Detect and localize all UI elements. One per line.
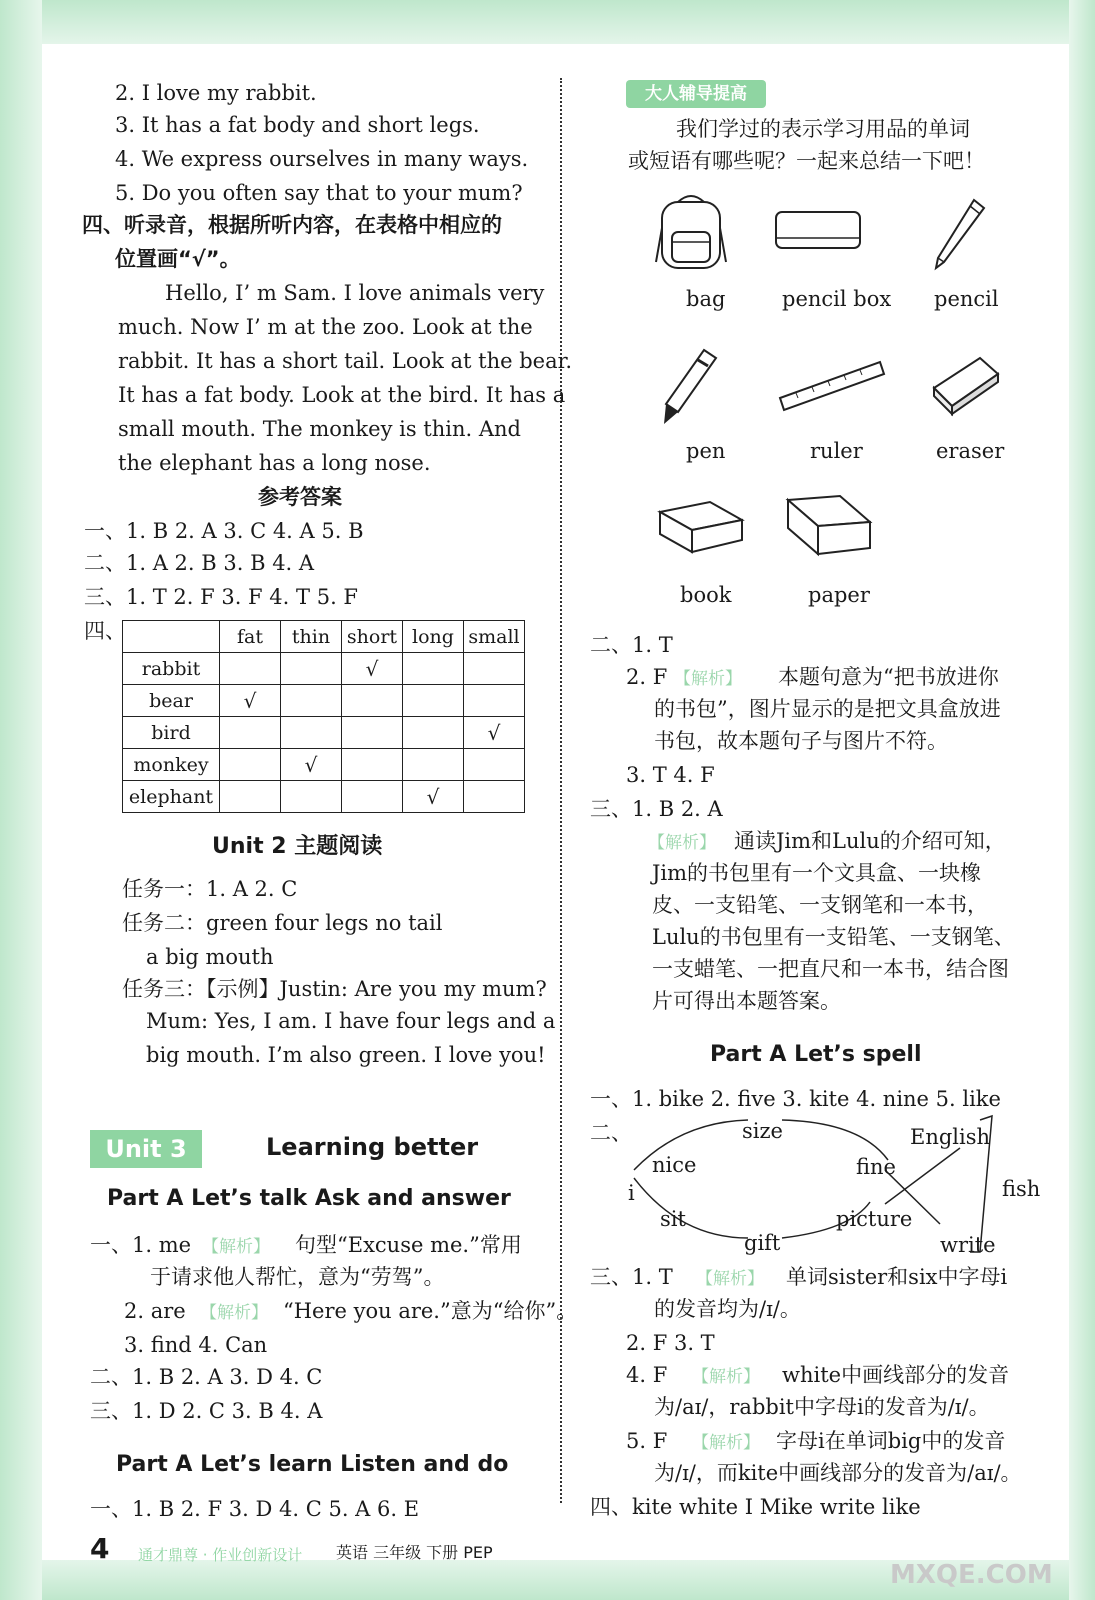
page-number: 4 bbox=[90, 1532, 110, 1565]
table-cell bbox=[281, 685, 342, 717]
analysis-tag: 【解析】 bbox=[692, 1367, 760, 1387]
tip-badge: 大人辅导提高 bbox=[626, 80, 766, 108]
task-1: 任务一：1. A 2. C bbox=[122, 877, 298, 901]
table-cell bbox=[403, 717, 464, 749]
word-write: write bbox=[940, 1233, 996, 1257]
table-row-label: bird bbox=[123, 717, 220, 749]
table-row-label: bear bbox=[123, 685, 220, 717]
table-cell bbox=[403, 749, 464, 781]
spell-section-4: 四、kite white I Mike write like bbox=[590, 1495, 921, 1519]
sec3-note-3: 皮、一支铅笔、一支钢笔和一本书， bbox=[652, 893, 988, 917]
answer-table bbox=[122, 620, 525, 813]
spell3-q5: 5. F bbox=[626, 1429, 668, 1453]
word-nice: nice bbox=[652, 1153, 697, 1177]
word-size: size bbox=[742, 1119, 783, 1143]
task-2: 任务二：green four legs no tail bbox=[122, 911, 443, 935]
sec2-q2: 2. F bbox=[626, 665, 668, 689]
table-row bbox=[123, 653, 525, 685]
talk-q1-answer: 一、1. me bbox=[90, 1233, 192, 1257]
backpack-icon bbox=[648, 188, 734, 274]
tip-line-1: 我们学过的表示学习用品的单词 bbox=[676, 117, 970, 141]
table-row bbox=[123, 781, 525, 813]
table-header-cell bbox=[123, 621, 220, 653]
talk-q2-answer: 2. are bbox=[124, 1299, 186, 1323]
table-cell bbox=[464, 781, 525, 813]
sec3-note-6: 片可得出本题答案。 bbox=[652, 989, 841, 1013]
table-row bbox=[123, 749, 525, 781]
check-mark: √ bbox=[342, 653, 403, 685]
table-row-label: elephant bbox=[123, 781, 220, 813]
analysis-tag: 【解析】 bbox=[202, 1237, 270, 1257]
word-fish: fish bbox=[1002, 1177, 1041, 1201]
table-cell bbox=[464, 653, 525, 685]
table-header-cell: long bbox=[403, 621, 464, 653]
table-cell bbox=[220, 653, 281, 685]
passage-line-6: the elephant has a long nose. bbox=[118, 451, 431, 475]
passage-line-1: Hello, I’ m Sam. I love animals very bbox=[165, 281, 545, 305]
passage-line-3: rabbit. It has a short tail. Look at the bear. bbox=[118, 349, 573, 373]
talk-q1-note-cont: 于请求他人帮忙，意为“劳驾”。 bbox=[150, 1265, 445, 1289]
sec3-note-5: 一支蜡笔、一把直尺和一本书，结合图 bbox=[652, 957, 1009, 981]
spell3-q5-note: 字母i在单词big中的发音 bbox=[776, 1429, 1006, 1453]
page-border-left bbox=[0, 0, 42, 1600]
table-cell bbox=[342, 749, 403, 781]
sec2-q1: 二、1. T bbox=[590, 633, 673, 657]
spell3-q1-note: 单词sister和six中字母i bbox=[786, 1265, 1008, 1289]
check-mark: √ bbox=[403, 781, 464, 813]
sec3-note-2: Jim的书包里有一个文具盒、一块橡 bbox=[652, 861, 982, 885]
sec2-q2-note-cont2: 书包，故本题句子与图片不符。 bbox=[654, 729, 948, 753]
table-cell bbox=[281, 717, 342, 749]
passage-line-2: much. Now I’ m at the zoo. Look at the bbox=[118, 315, 533, 339]
table-cell bbox=[342, 717, 403, 749]
page-border-top bbox=[0, 0, 1095, 44]
answer-line-1: 一、1. B 2. A 3. C 4. A 5. B bbox=[84, 519, 364, 543]
book-icon bbox=[656, 498, 746, 558]
sentence-5: 5. Do you often say that to your mum? bbox=[115, 181, 523, 205]
pencil-icon bbox=[930, 196, 990, 272]
task-3: 任务三：【示例】Justin: Are you my mum? bbox=[122, 977, 547, 1001]
analysis-tag: 【解析】 bbox=[692, 1433, 760, 1453]
table-cell bbox=[403, 653, 464, 685]
part-a-talk-heading: Part A Let’s talk Ask and answer bbox=[107, 1186, 511, 1211]
sentence-3: 3. It has a fat body and short legs. bbox=[115, 113, 480, 137]
table-row bbox=[123, 717, 525, 749]
table-cell bbox=[464, 685, 525, 717]
item-label-paper: paper bbox=[808, 583, 870, 607]
sec2-q3-q4: 3. T 4. F bbox=[626, 763, 715, 787]
unit3-title: Learning better bbox=[266, 1133, 479, 1161]
spell3-q1-note-cont: 的发音均为/ɪ/。 bbox=[654, 1297, 801, 1321]
item-label-pen: pen bbox=[686, 439, 726, 463]
table-cell bbox=[220, 781, 281, 813]
answer-line-2: 二、1. A 2. B 3. B 4. A bbox=[84, 551, 315, 575]
task-3-cont2: big mouth. I’m also green. I love you! bbox=[146, 1043, 546, 1067]
spell3-q4: 4. F bbox=[626, 1363, 668, 1387]
table-cell bbox=[342, 685, 403, 717]
table-cell bbox=[281, 653, 342, 685]
passage-line-4: It has a fat body. Look at the bird. It has a bbox=[118, 383, 566, 407]
analysis-tag: 【解析】 bbox=[696, 1269, 764, 1289]
pen-icon bbox=[658, 346, 722, 428]
spell3-q1: 三、1. T bbox=[590, 1265, 673, 1289]
talk-section-2: 二、1. B 2. A 3. D 4. C bbox=[90, 1365, 323, 1389]
talk-q2-note: “Here you are.”意为“给你”。 bbox=[283, 1299, 578, 1323]
table-cell bbox=[220, 717, 281, 749]
sec3-note-1: 通读Jim和Lulu的介绍可知， bbox=[734, 829, 1006, 853]
table-cell bbox=[464, 749, 525, 781]
paper-icon bbox=[782, 492, 876, 560]
analysis-tag: 【解析】 bbox=[200, 1303, 268, 1323]
item-label-pencil-box: pencil box bbox=[782, 287, 892, 311]
spell3-q4-note: white中画线部分的发音 bbox=[782, 1363, 1010, 1387]
sec3-note-4: Lulu的书包里有一支铅笔、一支钢笔、 bbox=[652, 925, 1015, 949]
check-mark: √ bbox=[281, 749, 342, 781]
table-row-label: rabbit bbox=[123, 653, 220, 685]
talk-section-3: 三、1. D 2. C 3. B 4. A bbox=[90, 1399, 323, 1423]
column-divider bbox=[560, 78, 562, 1503]
word-i: i bbox=[628, 1181, 635, 1205]
sec3-answers: 三、1. B 2. A bbox=[590, 797, 723, 821]
table-header-cell: small bbox=[464, 621, 525, 653]
check-mark: √ bbox=[464, 717, 525, 749]
talk-q1-note: 句型“Excuse me.”常用 bbox=[295, 1233, 522, 1257]
table-cell bbox=[342, 781, 403, 813]
word-sit: sit bbox=[660, 1207, 686, 1231]
talk-q3-q4: 3. find 4. Can bbox=[124, 1333, 268, 1357]
part-a-spell-heading: Part A Let’s spell bbox=[710, 1042, 922, 1067]
word-fine: fine bbox=[856, 1155, 896, 1179]
spell3-q5-note-cont: 为/ɪ/，而kite中画线部分的发音为/aɪ/。 bbox=[654, 1461, 1022, 1485]
sec2-q2-note-cont: 的书包”，图片显示的是把文具盒放进 bbox=[654, 697, 1001, 721]
pencil-box-icon bbox=[772, 206, 864, 254]
tip-line-2: 或短语有哪些呢？一起来总结一下吧！ bbox=[628, 149, 985, 173]
answer-line-4-label: 四、 bbox=[84, 619, 126, 643]
table-row-label: monkey bbox=[123, 749, 220, 781]
spell-section-1: 一、1. bike 2. five 3. kite 4. nine 5. like bbox=[590, 1087, 1001, 1111]
footer-series: 通才鼎尊 · 作业创新设计 bbox=[138, 1546, 303, 1564]
spell-section-2-label: 二、 bbox=[590, 1121, 632, 1145]
word-gift: gift bbox=[744, 1231, 781, 1255]
section4-instruction-cont: 位置画“√”。 bbox=[115, 247, 241, 271]
unit2-title: Unit 2 主题阅读 bbox=[212, 834, 383, 859]
page-border-right bbox=[1069, 0, 1095, 1600]
table-cell bbox=[403, 685, 464, 717]
eraser-icon bbox=[928, 352, 1004, 418]
analysis-tag: 【解析】 bbox=[674, 669, 742, 689]
table-header-cell: thin bbox=[281, 621, 342, 653]
sentence-2: 2. I love my rabbit. bbox=[115, 81, 317, 105]
table-header-cell: short bbox=[342, 621, 403, 653]
answers-title: 参考答案 bbox=[258, 485, 342, 509]
item-label-bag: bag bbox=[686, 287, 726, 311]
task-2-cont: a big mouth bbox=[146, 945, 274, 969]
section4-instruction: 四、听录音，根据所听内容，在表格中相应的 bbox=[82, 213, 502, 237]
word-picture: picture bbox=[836, 1207, 913, 1231]
item-label-pencil: pencil bbox=[934, 287, 999, 311]
item-label-ruler: ruler bbox=[810, 439, 863, 463]
sec2-q2-note: 本题句意为“把书放进你 bbox=[778, 665, 999, 689]
task-3-cont: Mum: Yes, I am. I have four legs and a bbox=[146, 1009, 556, 1033]
learn-section-1: 一、1. B 2. F 3. D 4. C 5. A 6. E bbox=[90, 1497, 420, 1521]
item-label-eraser: eraser bbox=[936, 439, 1005, 463]
table-header-cell: fat bbox=[220, 621, 281, 653]
table-row bbox=[123, 685, 525, 717]
word-english: English bbox=[910, 1125, 991, 1149]
sentence-4: 4. We express ourselves in many ways. bbox=[115, 147, 529, 171]
answer-line-3: 三、1. T 2. F 3. F 4. T 5. F bbox=[84, 585, 358, 609]
spell3-q4-note-cont: 为/aɪ/，rabbit中字母i的发音为/ɪ/。 bbox=[654, 1395, 990, 1419]
passage-line-5: small mouth. The monkey is thin. And bbox=[118, 417, 521, 441]
table-cell bbox=[220, 749, 281, 781]
analysis-tag: 【解析】 bbox=[648, 833, 716, 853]
footer-subject: 英语 三年级 下册 PEP bbox=[336, 1543, 493, 1562]
table-cell bbox=[281, 781, 342, 813]
check-mark: √ bbox=[220, 685, 281, 717]
unit3-badge: Unit 3 bbox=[90, 1130, 202, 1168]
item-label-book: book bbox=[680, 583, 732, 607]
part-a-learn-heading: Part A Let’s learn Listen and do bbox=[116, 1452, 509, 1477]
table-header-row bbox=[123, 621, 525, 653]
ruler-icon bbox=[776, 358, 888, 414]
watermark: MXQE.COM bbox=[890, 1560, 1053, 1590]
spell3-q2-q3: 2. F 3. T bbox=[626, 1331, 715, 1355]
